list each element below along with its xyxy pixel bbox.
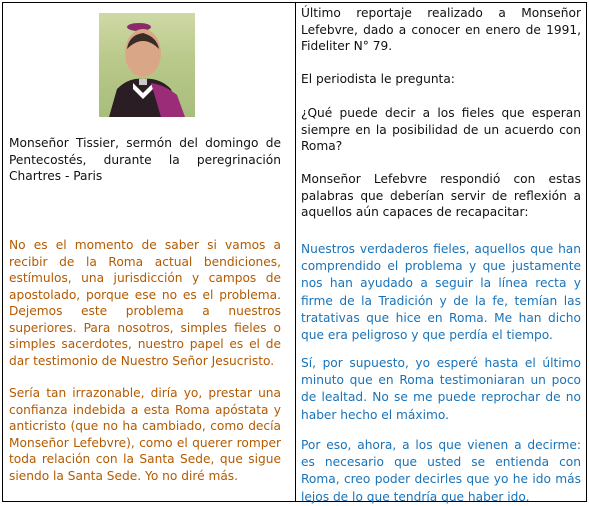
tissier-quote-1: No es el momento de saber si vamos a recibir de la Roma actual bendiciones, estímulos, una jurisdicción y campos de apostolado, porque ese no es el problema. Dejemos este problema a nuestros superiores. Para nosotros, simples fieles o simples sacerdotes, nuestro papel es el de dar testimonio de Nuestro Señor Jesucristo. — [9, 238, 281, 368]
lefebvre-quote-3: Por eso, ahora, a los que vienen a decirme: es necesario que usted se entienda con Roma, creo poder decirles que yo he ido más lejos de lo que tendría que haber ido. — [301, 438, 581, 504]
column-divider — [295, 3, 296, 501]
tissier-quote-2: Sería tan irrazonable, diría yo, prestar una confianza indebida a esta Roma apóstata y anticristo (que no ha cambiado, como decía Monseñor Lefebvre), como el querer romper toda relación con la Santa Sede, que sigue siendo la Santa Sede. Yo no diré más. — [9, 386, 281, 483]
right-column — [301, 3, 581, 504]
lefebvre-quote-1: Nuestros verdaderos fieles, aquellos que han comprendido el problema y que justamente nos han ayudado a seguir la línea recta y firme de la Tradición y de la fe, temían las tratativas que hice en Roma. Me han dicho que era peligroso y que perdía el tiempo. — [301, 242, 581, 343]
two-column-table — [2, 2, 587, 502]
answer-intro: Monseñor Lefebvre respondió con estas palabras que deberían servir de reflexión a aquellos aún capaces de recapacitar: — [301, 172, 581, 219]
portrait-illustration — [99, 13, 195, 117]
portrait-photo — [99, 13, 195, 117]
interview-question: ¿Qué puede decir a los fieles que esperan siempre en la posibilidad de un acuerdo con Roma? — [301, 106, 581, 153]
interview-intro: Último reportaje realizado a Monseñor Lefebvre, dado a conocer en enero de 1991, Fideliter N° 79. — [301, 6, 581, 53]
lefebvre-quote-2: Sí, por supuesto, yo esperé hasta el último minuto que en Roma testimoniaran un poco de lealtad. No se me puede reprochar de no haber hecho el máximo. — [301, 356, 581, 422]
photo-caption: Monseñor Tissier, sermón del domingo de Pentecostés, durante la peregrinación Chartres - Paris — [9, 136, 281, 183]
left-column — [9, 3, 281, 501]
question-intro: El periodista le pregunta: — [301, 72, 455, 86]
